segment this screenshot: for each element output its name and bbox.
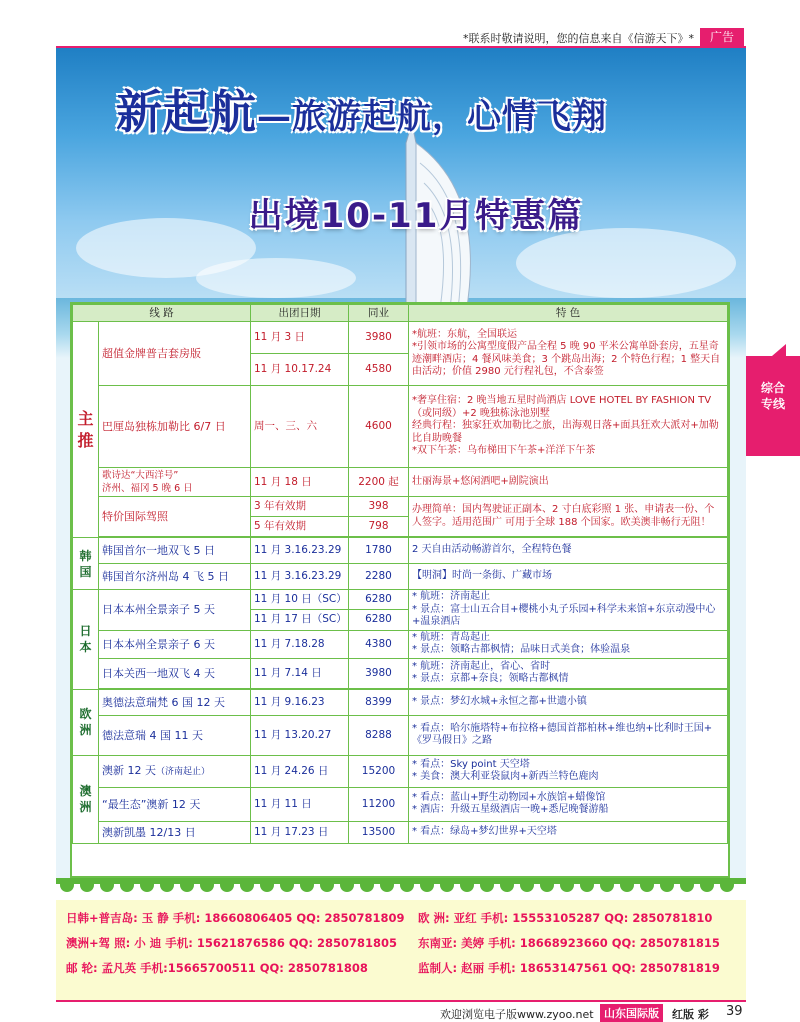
contact-entry: 澳洲+驾 照: 小 迪 手机: 15621876586 QQ: 2850781805 (66, 936, 398, 950)
scallop-dot (700, 878, 714, 892)
col-feature: 特 色 (409, 305, 728, 322)
price-cell: 3980 (349, 658, 409, 688)
headline-sub: —旅游起航，心情飞翔 (257, 97, 607, 137)
table-row (73, 821, 728, 843)
feature-line: *奢享住宿：2 晚当地五星时尚酒店 LOVE HOTEL BY FASHION TV（或同级）+2 晚独栋泳池别墅 (412, 395, 712, 419)
scallop-dot (320, 878, 334, 892)
table-row (73, 590, 728, 610)
price-cell: 3980 (349, 322, 409, 354)
scallop-dot (580, 878, 594, 892)
cloud (196, 258, 356, 298)
route-aus1-note: （济南起止） (156, 766, 211, 777)
route-japan3: 日本关西一地双飞 4 天 (99, 658, 251, 688)
feature-cruise: 壮丽海景+悠闲酒吧+剧院演出 (409, 468, 728, 497)
route-korea2: 韩国首尔济州岛 4 飞 5 日 (99, 564, 251, 590)
scallop-dot (80, 878, 94, 892)
edition-color: 红版 彩 (672, 1008, 709, 1021)
route-cruise (99, 468, 251, 497)
date-cell: 11 月 13.20.27 (251, 715, 349, 755)
route-europe2: 德法意瑞 4 国 11 天 (99, 715, 251, 755)
scallop-dot (680, 878, 694, 892)
scallop-dot (540, 878, 554, 892)
footer (0, 1000, 800, 1022)
scallop-dot (660, 878, 674, 892)
date-cell: 11 月 9.16.23 (251, 689, 349, 715)
price-cell: 6280 (349, 610, 409, 630)
col-price: 同业 (349, 305, 409, 322)
scallop-dot (140, 878, 154, 892)
scallop-dot (360, 878, 374, 892)
scallop-dot (200, 878, 214, 892)
advert-page (56, 48, 746, 1000)
scallop-dot (300, 878, 314, 892)
scallop-dot (260, 878, 274, 892)
price-cell: 4600 (349, 386, 409, 468)
price-cell: 398 (349, 497, 409, 517)
date-cell: 11 月 3.16.23.29 (251, 564, 349, 590)
date-cell: 11 月 24.26 日 (251, 755, 349, 787)
price-cell: 4580 (349, 354, 409, 386)
route-bali: 巴厘岛独栋加勒比 6/7 日 (99, 386, 251, 468)
route-japan2: 日本本州全景亲子 6 天 (99, 630, 251, 658)
route-japan1: 日本本州全景亲子 5 天 (99, 590, 251, 631)
scallop-dot (440, 878, 454, 892)
feature-korea1: 2 天自由活动畅游首尔，全程特色餐 (409, 538, 728, 564)
date-cell: 11 月 18 日 (251, 468, 349, 497)
headline (116, 76, 736, 142)
feature-europe2: * 看点：哈尔施塔特+布拉格+德国首都柏林+维也纳+比利时王国+《罗马假日》之路 (409, 715, 728, 755)
table-row (73, 630, 728, 658)
footer-divider (56, 1000, 746, 1002)
contact-entry: 日韩+普吉岛: 玉 静 手机: 18660806405 QQ: 2850781809 (66, 911, 405, 925)
scallop-dot (400, 878, 414, 892)
scallop-dot (180, 878, 194, 892)
tab-arrow-icon (772, 344, 786, 356)
table-row (73, 689, 728, 715)
date-cell: 周一、三、六 (251, 386, 349, 468)
contact-panel (56, 900, 746, 1000)
scallop-dot (100, 878, 114, 892)
table-row (73, 386, 728, 468)
feature-line: 经典行程：独家狂欢加勒比之旅，出海观日落+面具狂欢大派对+加勒比自助晚餐 (412, 420, 719, 444)
route-aus1 (99, 755, 251, 787)
route-cruise-sub: 济州、福冈 5 晚 6 日 (102, 483, 193, 494)
scallop-dot (160, 878, 174, 892)
route-phuket: 超值金牌普吉套房版 (99, 322, 251, 386)
region-japan: 日本 (73, 590, 99, 690)
top-bar (0, 0, 800, 48)
scallop-dot (460, 878, 474, 892)
table-row (73, 658, 728, 688)
source-notice: *联系时敬请说明，您的信息来自《信游天下》* (463, 32, 694, 45)
scallop-border (56, 878, 746, 900)
table-row (73, 787, 728, 821)
contact-entry: 邮 轮: 孟凡英 手机:15665700511 QQ: 2850781808 (66, 961, 368, 975)
scallop-dot (240, 878, 254, 892)
footer-link[interactable]: 欢迎浏览电子版www.zyoo.net (440, 1008, 594, 1021)
feature-aus2: * 看点：蓝山+野生动物园+水族馆+蜡像馆 * 酒店：升级五星级酒店一晚+悉尼晚餐游船 (409, 787, 728, 821)
feature-japan1: * 航班：济南起止 * 景点：富士山五合目+樱桃小丸子乐园+科学未来馆+东京动漫中心+温泉酒店 (409, 590, 728, 631)
date-cell: 11 月 7.18.28 (251, 630, 349, 658)
date-cell: 5 年有效期 (251, 517, 349, 537)
scallop-dot (500, 878, 514, 892)
category-label: 综合专线 (760, 381, 785, 411)
feature-bali (409, 386, 728, 468)
date-cell: 11 月 17.23 日 (251, 821, 349, 843)
scallop-dot (560, 878, 574, 892)
price-cell: 1780 (349, 538, 409, 564)
feature-line: *双下午茶：乌布梯田下午茶+洋洋下午茶 (412, 445, 596, 457)
feature-license: 办理简单：国内驾驶证正副本、2 寸白底彩照 1 张、申请表一份、个人签字。适用范围广 可用于全球 188 个国家。欧美澳非畅行无阻！ (409, 497, 728, 537)
scallop-dot (600, 878, 614, 892)
table-row (73, 715, 728, 755)
price-cell: 15200 (349, 755, 409, 787)
headline-main: 新起航 (116, 85, 257, 139)
feature-japan2: * 航班：青岛起止 * 景点：领略古都枫情；品味日式美食；体验温泉 (409, 630, 728, 658)
scallop-dot (480, 878, 494, 892)
feature-korea2: 【明洞】时尚一条街、广藏市场 (409, 564, 728, 590)
contact-entry: 欧 洲: 亚红 手机: 15553105287 QQ: 2850781810 (418, 911, 713, 925)
price-cell: 8288 (349, 715, 409, 755)
route-korea1: 韩国首尔一地双飞 5 日 (99, 538, 251, 564)
table-row (73, 564, 728, 590)
route-license: 特价国际驾照 (99, 497, 251, 537)
region-europe: 欧洲 (73, 689, 99, 755)
region-korea: 韩国 (73, 538, 99, 590)
table-row (73, 468, 728, 497)
feature-phuket: *航班：东航，全国联运 *引领市场的公寓型度假产品全程 5 晚 90 平米公寓单卧套房，五星奇迹潮畔酒店；4 餐风味美食；3 个跳岛出海；2 个特色行程；1 整天自由活动；价值 2980 元行程礼包，不含泰签 (409, 322, 728, 386)
table-row (73, 538, 728, 564)
page-number: 39 (726, 1004, 743, 1019)
date-cell: 11 月 10 日（SC） (251, 590, 349, 610)
feature-europe1: * 景点：梦幻水城+永恒之都+世遗小镇 (409, 689, 728, 715)
col-route: 线 路 (73, 305, 251, 322)
contact-entry: 监制人: 赵丽 手机: 18653147561 QQ: 2850781819 (418, 961, 720, 975)
scallop-dot (520, 878, 534, 892)
table-row (73, 322, 728, 354)
route-aus1-name: 澳新 12 天 (102, 763, 156, 777)
feature-japan3: * 航班：济南起止，省心、省时 * 景点：京都+奈良；领略古都枫情 (409, 658, 728, 688)
cloud (516, 228, 736, 298)
price-cell: 798 (349, 517, 409, 537)
tour-table (70, 302, 730, 878)
scallop-dot (640, 878, 654, 892)
route-europe1: 奥德法意瑞梵 6 国 12 天 (99, 689, 251, 715)
scallop-dot (420, 878, 434, 892)
table-row (73, 497, 728, 517)
route-aus2: “最生态”澳新 12 天 (99, 787, 251, 821)
region-main: 主推 (73, 322, 99, 538)
table-row (73, 755, 728, 787)
date-cell: 11 月 7.14 日 (251, 658, 349, 688)
feature-aus1: * 看点：Sky point 天空塔 * 美食：澳大利亚袋鼠肉+新西兰特色鹿肉 (409, 755, 728, 787)
col-date: 出团日期 (251, 305, 349, 322)
scallop-dot (220, 878, 234, 892)
price-cell: 13500 (349, 821, 409, 843)
feature-aus3: * 看点：绿岛+梦幻世界+天空塔 (409, 821, 728, 843)
price-cell: 6280 (349, 590, 409, 610)
route-cruise-name: 歌诗达“大西洋号” (102, 470, 179, 481)
scallop-dot (120, 878, 134, 892)
date-cell: 11 月 10.17.24 (251, 354, 349, 386)
date-cell: 11 月 11 日 (251, 787, 349, 821)
scallop-dot (60, 878, 74, 892)
scallop-dot (380, 878, 394, 892)
route-aus3: 澳新凯墨 12/13 日 (99, 821, 251, 843)
scallop-dot (340, 878, 354, 892)
price-cell: 4380 (349, 630, 409, 658)
date-cell: 11 月 3 日 (251, 322, 349, 354)
category-tab (746, 356, 800, 456)
table-header-row (73, 305, 728, 322)
price-cell: 2200 起 (349, 468, 409, 497)
date-cell: 3 年有效期 (251, 497, 349, 517)
ad-badge: 广告 (700, 28, 744, 46)
subheadline: 出境10-11月特惠篇 (248, 196, 584, 236)
edition-tag: 山东国际版 (600, 1004, 663, 1022)
date-cell: 11 月 3.16.23.29 (251, 538, 349, 564)
scallop-dot (720, 878, 734, 892)
scallop-dot (620, 878, 634, 892)
price-cell: 2280 (349, 564, 409, 590)
region-australia: 澳洲 (73, 755, 99, 843)
contact-entry: 东南亚: 美婷 手机: 18668923660 QQ: 2850781815 (418, 936, 720, 950)
price-cell: 8399 (349, 689, 409, 715)
price-cell: 11200 (349, 787, 409, 821)
date-cell: 11 月 17 日（SC） (251, 610, 349, 630)
scallop-dot (280, 878, 294, 892)
